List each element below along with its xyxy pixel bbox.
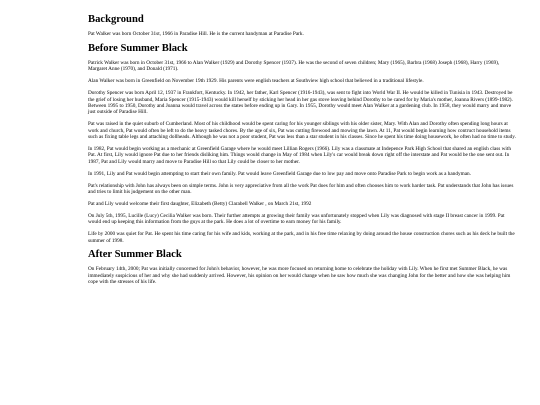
section-heading-before-summer-black: Before Summer Black (88, 42, 188, 54)
paragraph: Pat was raised in the quiet suburb of Cumberland. Most of his childhood would be spent caring for his younger siblings with his older sister, Mary. With Alan and Dorothy often spending long hours at work and church, Pat would often be left to do the heavy tasked chores. By the age of six, Pat was cutting firewood and mowing the lawn. At 11, Pat would begin learning how contruct household items such as fixing table legs and attaching dollheads. Although he was not a poor student, Pat was less than a star student in his classes. Since he spent his time doing housework, he often had no time to study. (88, 121, 516, 141)
paragraph: Alan Walker was born in Greenfield on November 19th 1929. His parents were english teachers at Southview high school that believed in a traditional lifestyle. (88, 78, 424, 85)
article-content (88, 14, 518, 291)
paragraph: Pat Walker was born October 31st, 1966 in Paradise Hill. He is the current handyman at Paradise Park. (88, 31, 304, 37)
paragraph: On February 14th, 2000; Pat was initially concerned for John's behavior, however, he was more focused on returning home to celebrate the holiday with Lily. When he first met Summer Black, he was immediately suspicious of her and why she had suddenly arrived. However, his opinion on her would change when he saw how much she was changing John for the better and how she was helping him cope with the stresses of his life. (88, 266, 511, 286)
paragraph: In 1982, Pat would begin working as a mechanic at Greenfield Garage where he would meet Lillian Rogers (1966). Lily was a classmate at Indepence Park High School that shared an english class with Pat. At first, Lily would ignore Pat due to her friends disliking him. Things would change in May of 1984 when Lily's car would break down right off the interstate and Pat would be the one sent out. In 1987, Pat and Lily would marry and move to Paradise Hill so that Lily could be closer to her mother. (88, 145, 511, 165)
paragraph: Pat and Lily would welcome their first daughter, Elizabeth (Betty) Clarabell Walker , on March 21st, 1992 (88, 200, 312, 207)
paragraph: Life by 2000 was quiet for Pat. He spent his time caring for his wife and kids, working at the park, and in his free time relaxing by doing around the house construction chores such as his deck he built the summer of 1998. (88, 231, 515, 244)
paragraph: Pat's relationship with John has always been on simple terms. John is very appreciative from all the work Pat does for him and often chooses him to work harder task. Pat understands that John has issues and tries to limit his judgement on the other man. (88, 182, 514, 195)
paragraph: Dorothy Spencer was born April 12, 1937 in Frankfort, Kentucky. In 1942, her father, Karl Spencer (1916-1943), was sent to fight into World War II. He would be killed in Tunisia in 1943. Destroyed be the grief of losing her husband, Maria Spencer (1915-1943) would kill herself by sticking her head in her gas stove leaving behind Dorothy to be cared for by Maria's mother, Joanna Rivers (1899-1982). Between 1995 to 1950, Dorothy and Joanna would travel across the states before ending up in Gary. In 1955, Dorothy would meet Alan Walker at a gardening club. In 1958, they would marry and move just outside of Paradise Hill. (88, 90, 513, 116)
paragraph: In 1991, Lily and Pat would begin attempting to start their own family. Pat would leave Greenfield Garage due to low pay and move onto Paradise Park to begin work as a handyman. (88, 170, 471, 177)
section-heading-after-summer-black: After Summer Black (88, 249, 182, 261)
paragraph: Patrick Walker was born in October 31st, 1966 to Alan Walker (1929) and Dorothy Spencer (1937). He was the second of seven children; Mary (1965), Barbra (1968) Joseph (1968), Harry (1969), Margaret Anne (1970), and Donald (1971). (88, 59, 500, 73)
section-heading-background: Background (88, 14, 144, 25)
paragraph: On July 5th, 1995, Lucille (Lucy) Cecilia Walker was born. Their further attempts at growing their family was unfortunately stopped when Lily was diagnosed with stage II breast cancer in 1999. Pat would end up keeping this information from the guys at the park. He does a lot of overtime to earn money for his family. (88, 212, 505, 226)
